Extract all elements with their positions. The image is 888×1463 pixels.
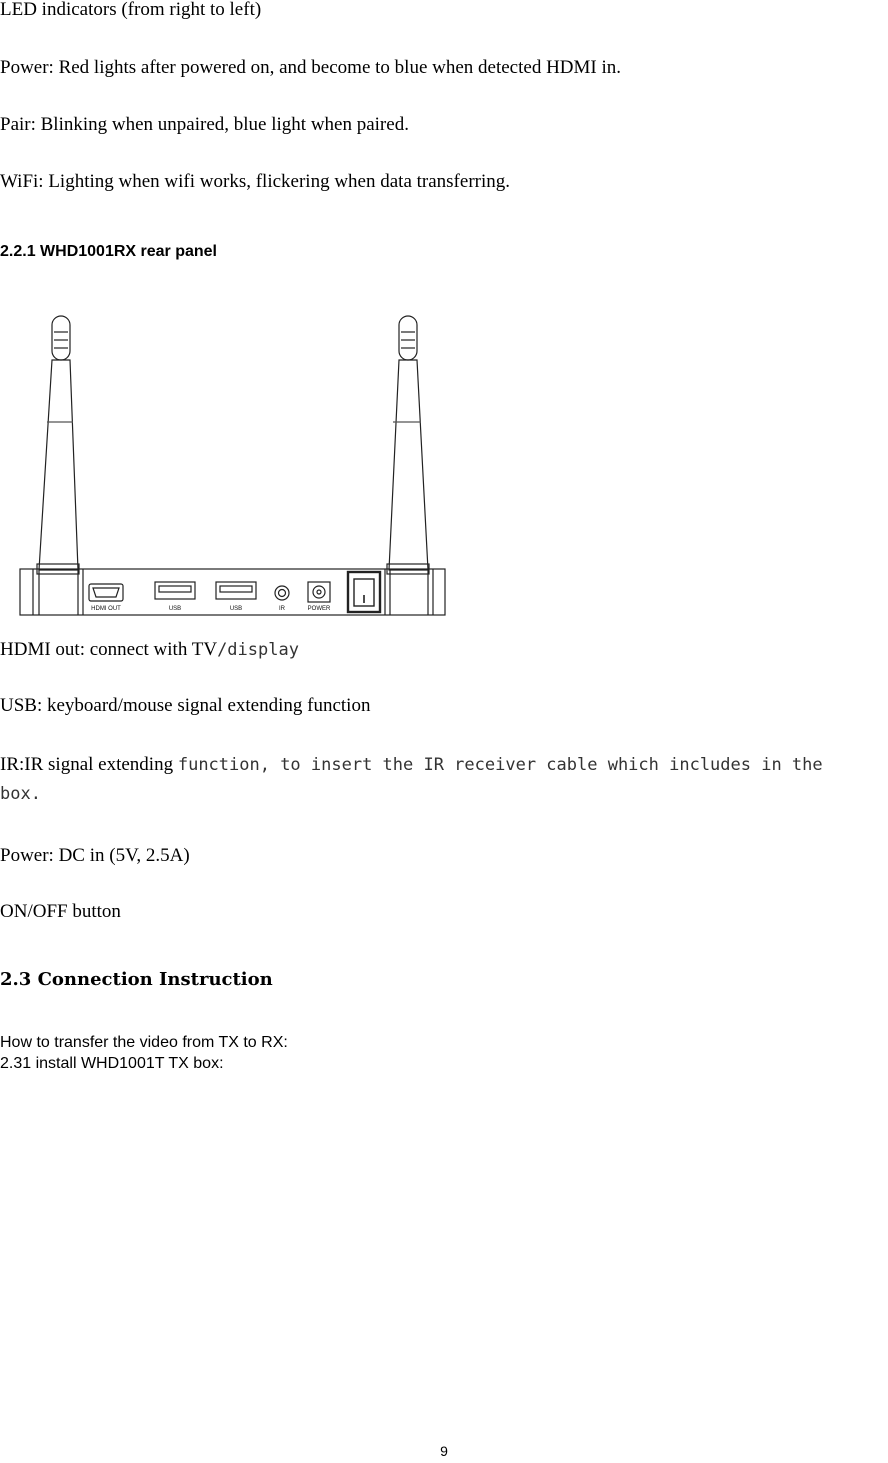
led-wifi-text: WiFi: Lighting when wifi works, flickering when data transferring.	[0, 171, 511, 192]
left-antenna-icon	[37, 316, 79, 574]
ir-description-main: IR:IR signal extending	[0, 754, 178, 775]
section-23-line2: 2.31 install WHD1001T TX box:	[0, 1055, 224, 1072]
ir-description-suffix: function, to insert the IR receiver cable which includes in the	[177, 755, 823, 775]
usb-port-2-icon	[216, 582, 256, 599]
power-description: Power: DC in (5V, 2.5A)	[0, 845, 190, 866]
hdmi-port-icon	[89, 584, 123, 601]
led-power-text: Power: Red lights after powered on, and become to blue when detected HDMI in.	[0, 57, 622, 78]
led-heading: LED indicators (from right to left)	[0, 0, 262, 20]
led-pair-text: Pair: Blinking when unpaired, blue light when paired.	[0, 114, 409, 135]
usb-1-label: USB	[168, 606, 182, 612]
ir-description-line2: box.	[0, 784, 41, 804]
onoff-description: ON/OFF button	[0, 901, 121, 922]
hdmi-description-main: HDMI out: connect with TV	[0, 639, 218, 660]
usb-description: USB: keyboard/mouse signal extending function	[0, 695, 371, 716]
usb-port-1-icon	[155, 582, 195, 599]
power-label: POWER	[307, 606, 331, 612]
power-jack-icon	[308, 582, 330, 602]
section-23-heading: 2.3 Connection Instruction	[0, 969, 273, 990]
right-antenna-icon	[387, 316, 429, 574]
ir-label: IR	[279, 606, 285, 612]
section-221-heading: 2.2.1 WHD1001RX rear panel	[0, 243, 217, 260]
ir-jack-icon	[275, 586, 289, 600]
hdmi-description-suffix: /display	[217, 640, 299, 660]
hdmi-description	[0, 638, 299, 662]
rear-panel-illustration	[15, 312, 450, 618]
power-switch-icon	[348, 572, 380, 612]
ir-description-line1	[0, 753, 823, 777]
usb-2-label: USB	[229, 606, 243, 612]
hdmi-out-label: HDMI OUT	[91, 606, 121, 612]
page-number: 9	[440, 1443, 448, 1459]
section-23-line1: How to transfer the video from TX to RX:	[0, 1034, 288, 1051]
